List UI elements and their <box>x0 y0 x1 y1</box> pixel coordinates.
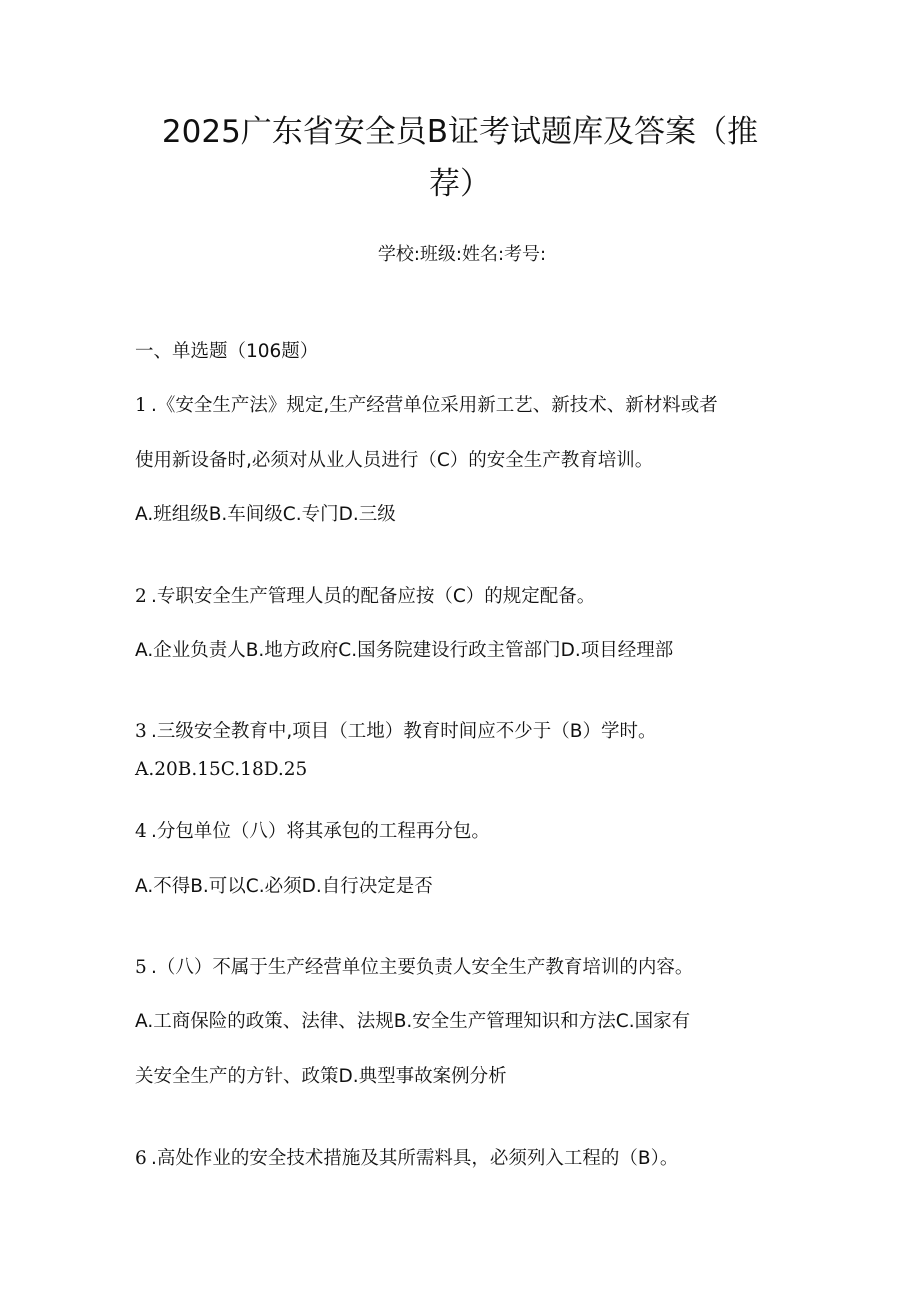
question-4-options: A.不得B.可以C.必须D.自行决定是否 <box>135 876 433 897</box>
question-text: .高处作业的安全技术措施及其所需料具，必须列入工程的（B）。 <box>151 1148 679 1169</box>
question-number: 4 <box>135 821 147 842</box>
question-2-stem <box>135 582 595 612</box>
section-heading: 一、单选题（106题） <box>135 341 319 362</box>
question-4-stem <box>135 817 490 847</box>
question-text: .《安全生产法》规定,生产经营单位采用新工艺、新技术、新材料或者 <box>151 395 718 416</box>
question-5-stem <box>135 953 693 983</box>
question-3-stem <box>135 717 656 747</box>
question-text: .分包单位（八）将其承包的工程再分包。 <box>151 821 490 842</box>
question-number: 1 <box>135 395 147 416</box>
question-3-options: A.20B.15C.18D.25 <box>135 759 308 780</box>
title-line-2: 荐） <box>429 166 491 202</box>
student-info-line: 学校:班级:姓名:考号: <box>377 244 547 265</box>
question-number: 6 <box>135 1148 147 1169</box>
question-text: .三级安全教育中,项目（工地）教育时间应不少于（B）学时。 <box>151 721 657 742</box>
question-2-options: A.企业负责人B.地方政府C.国务院建设行政主管部门D.项目经理部 <box>135 640 674 661</box>
question-1-stem <box>135 391 718 421</box>
question-6-stem <box>135 1144 678 1174</box>
document-title <box>120 106 800 210</box>
title-line-1: 2025广东省安全员B证考试题库及答案（推 <box>161 114 759 150</box>
question-text: .（八）不属于生产经营单位主要负责人安全生产教育培训的内容。 <box>151 957 694 978</box>
question-5-options-continued: 关安全生产的方针、政策D.典型事故案例分析 <box>135 1066 507 1087</box>
question-1-stem-continued: 使用新设备时,必须对从业人员进行（C）的安全生产教育培训。 <box>135 450 654 471</box>
question-text: .专职安全生产管理人员的配备应按（C）的规定配备。 <box>151 586 596 607</box>
question-number: 3 <box>135 721 147 742</box>
question-number: 2 <box>135 586 147 607</box>
question-5-options: A.工商保险的政策、法律、法规B.安全生产管理知识和方法C.国家有 <box>135 1011 691 1032</box>
question-number: 5 <box>135 957 147 978</box>
question-1-options: A.班组级B.车间级C.专门D.三级 <box>135 504 396 525</box>
